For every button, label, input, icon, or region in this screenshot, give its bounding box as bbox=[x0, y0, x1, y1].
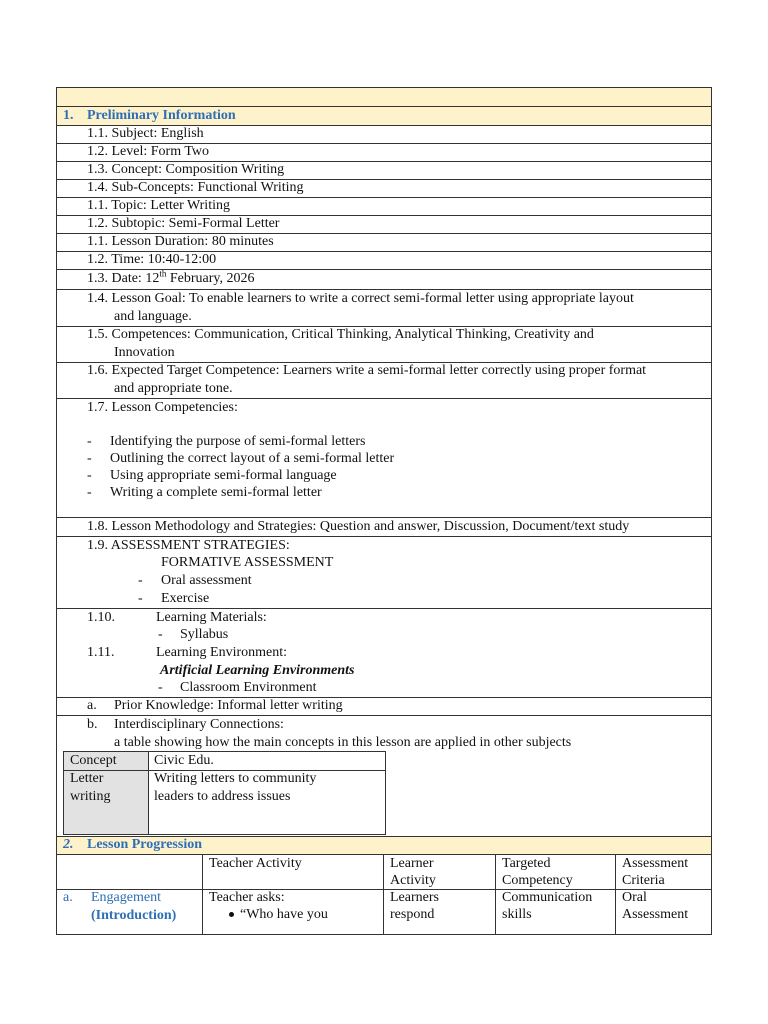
date-suffix: February, 2026 bbox=[166, 271, 255, 286]
concept-header: Concept bbox=[70, 753, 117, 768]
competency-item: Using appropriate semi-formal language bbox=[110, 468, 337, 483]
learner-activity: respond bbox=[390, 907, 435, 922]
sub-concepts-item: 1.4. Sub-Concepts: Functional Writing bbox=[87, 180, 304, 195]
prior-letter: a. bbox=[87, 698, 97, 713]
info-row bbox=[57, 180, 711, 198]
civic-cell-line: Writing letters to community bbox=[154, 771, 317, 786]
inter-desc: a table showing how the main concepts in this lesson are applied in other subjects bbox=[114, 735, 572, 750]
methodology-row bbox=[57, 518, 711, 537]
concept-item: 1.3. Concept: Composition Writing bbox=[87, 162, 285, 177]
environment-sub: Artificial Learning Environments bbox=[160, 663, 355, 678]
materials-number: 1.10. bbox=[87, 610, 115, 625]
section1-number: 1. bbox=[63, 108, 74, 123]
competences-line1: 1.5. Competences: Communication, Critical Thinking, Analytical Thinking, Creativity and bbox=[87, 327, 594, 342]
info-row bbox=[57, 216, 711, 234]
concept-cell-line: Letter bbox=[70, 771, 104, 786]
topic-item: 1.1. Topic: Letter Writing bbox=[87, 198, 230, 213]
expected-line1: 1.6. Expected Target Competence: Learners write a semi-formal letter correctly using proper format bbox=[87, 363, 647, 378]
table-divider bbox=[202, 855, 203, 935]
competency-item: Identifying the purpose of semi-formal letters bbox=[110, 434, 366, 449]
section1-title-row bbox=[57, 107, 711, 126]
time-item: 1.2. Time: 10:40-12:00 bbox=[87, 252, 217, 267]
assessment-criteria-header: Criteria bbox=[622, 873, 665, 888]
table-divider bbox=[495, 855, 496, 935]
info-row bbox=[57, 327, 711, 363]
duration-item: 1.1. Lesson Duration: 80 minutes bbox=[87, 234, 274, 249]
competencies-row bbox=[57, 399, 711, 518]
prior-knowledge-row bbox=[57, 698, 711, 716]
bullet-icon bbox=[229, 912, 234, 917]
concept-table bbox=[63, 751, 386, 835]
assessment-row bbox=[57, 537, 711, 609]
targeted-competency: Communication bbox=[502, 890, 593, 905]
assessment-heading: 1.9. ASSESSMENT STRATEGIES: bbox=[87, 538, 290, 553]
teacher-activity-header: Teacher Activity bbox=[209, 856, 302, 871]
assessment-criteria: Assessment bbox=[622, 907, 689, 922]
learner-activity-header: Learner bbox=[390, 856, 434, 871]
materials-row bbox=[57, 609, 711, 698]
competency-item: Outlining the correct layout of a semi-formal letter bbox=[110, 451, 395, 466]
info-row bbox=[57, 270, 711, 290]
info-row bbox=[57, 290, 711, 327]
inter-text: Interdisciplinary Connections: bbox=[114, 717, 284, 732]
competencies-heading: 1.7. Lesson Competencies: bbox=[87, 400, 238, 415]
info-row bbox=[57, 252, 711, 270]
lesson-plan-table bbox=[56, 87, 712, 935]
list-dash: - bbox=[138, 573, 143, 588]
goal-line2: and language. bbox=[114, 309, 192, 324]
assessment-criteria-header: Assessment bbox=[622, 856, 689, 871]
section2-title-row bbox=[57, 836, 711, 855]
date-superscript: th bbox=[159, 268, 167, 279]
list-dash: - bbox=[87, 468, 92, 483]
assessment-item: Oral assessment bbox=[161, 573, 252, 588]
assessment-sub: FORMATIVE ASSESSMENT bbox=[161, 555, 334, 570]
list-dash: - bbox=[87, 485, 92, 500]
info-row bbox=[57, 363, 711, 399]
list-dash: - bbox=[87, 451, 92, 466]
concept-cell-line: writing bbox=[70, 789, 111, 804]
materials-label: Learning Materials: bbox=[156, 610, 267, 625]
competency-item: Writing a complete semi-formal letter bbox=[110, 485, 322, 500]
goal-line1: 1.4. Lesson Goal: To enable learners to write a correct semi-formal letter using appropriate layout bbox=[87, 291, 634, 306]
info-row bbox=[57, 144, 711, 162]
info-row bbox=[57, 234, 711, 252]
header-row bbox=[57, 88, 711, 107]
assessment-criteria: Oral bbox=[622, 890, 647, 905]
progression-table bbox=[57, 855, 711, 935]
list-dash: - bbox=[138, 591, 143, 606]
list-dash: - bbox=[158, 627, 163, 642]
expected-line2: and appropriate tone. bbox=[114, 381, 233, 396]
subtopic-item: 1.2. Subtopic: Semi-Formal Letter bbox=[87, 216, 280, 231]
civic-cell-line: leaders to address issues bbox=[154, 789, 291, 804]
table-divider bbox=[615, 855, 616, 935]
stage-letter: a. bbox=[63, 890, 73, 905]
section1-title: Preliminary Information bbox=[87, 108, 236, 123]
environment-item: Classroom Environment bbox=[180, 680, 317, 695]
methodology-text: 1.8. Lesson Methodology and Strategies: Question and answer, Discussion, Document/text study bbox=[87, 519, 630, 534]
learner-activity-header: Activity bbox=[390, 873, 436, 888]
targeted-competency-header: Targeted bbox=[502, 856, 551, 871]
date-prefix: 1.3. Date: 12 bbox=[87, 271, 160, 286]
environment-label: Learning Environment: bbox=[156, 645, 288, 660]
table-divider bbox=[383, 855, 384, 935]
date-item bbox=[87, 270, 254, 288]
civic-header: Civic Edu. bbox=[154, 753, 214, 768]
learner-activity: Learners bbox=[390, 890, 439, 905]
level-item: 1.2. Level: Form Two bbox=[87, 144, 210, 159]
environment-number: 1.11. bbox=[87, 645, 115, 660]
subject-item: 1.1. Subject: English bbox=[87, 126, 204, 141]
targeted-competency-header: Competency bbox=[502, 873, 573, 888]
stage-sub: (Introduction) bbox=[91, 908, 177, 923]
list-dash: - bbox=[158, 680, 163, 695]
section2-number: 2. bbox=[63, 837, 74, 852]
section2-title: Lesson Progression bbox=[87, 837, 202, 852]
prior-text: Prior Knowledge: Informal letter writing bbox=[114, 698, 343, 713]
info-row bbox=[57, 198, 711, 216]
targeted-competency: skills bbox=[502, 907, 532, 922]
assessment-item: Exercise bbox=[161, 591, 210, 606]
materials-item: Syllabus bbox=[180, 627, 229, 642]
info-row bbox=[57, 162, 711, 180]
teacher-bullet-text: “Who have you bbox=[240, 907, 328, 922]
teacher-bullet-item bbox=[229, 906, 328, 924]
teacher-activity: Teacher asks: bbox=[209, 890, 285, 905]
list-dash: - bbox=[87, 434, 92, 449]
stage-name: Engagement bbox=[91, 890, 161, 905]
table-divider bbox=[148, 752, 149, 834]
inter-letter: b. bbox=[87, 717, 98, 732]
info-row bbox=[57, 126, 711, 144]
competences-line2: Innovation bbox=[114, 345, 175, 360]
